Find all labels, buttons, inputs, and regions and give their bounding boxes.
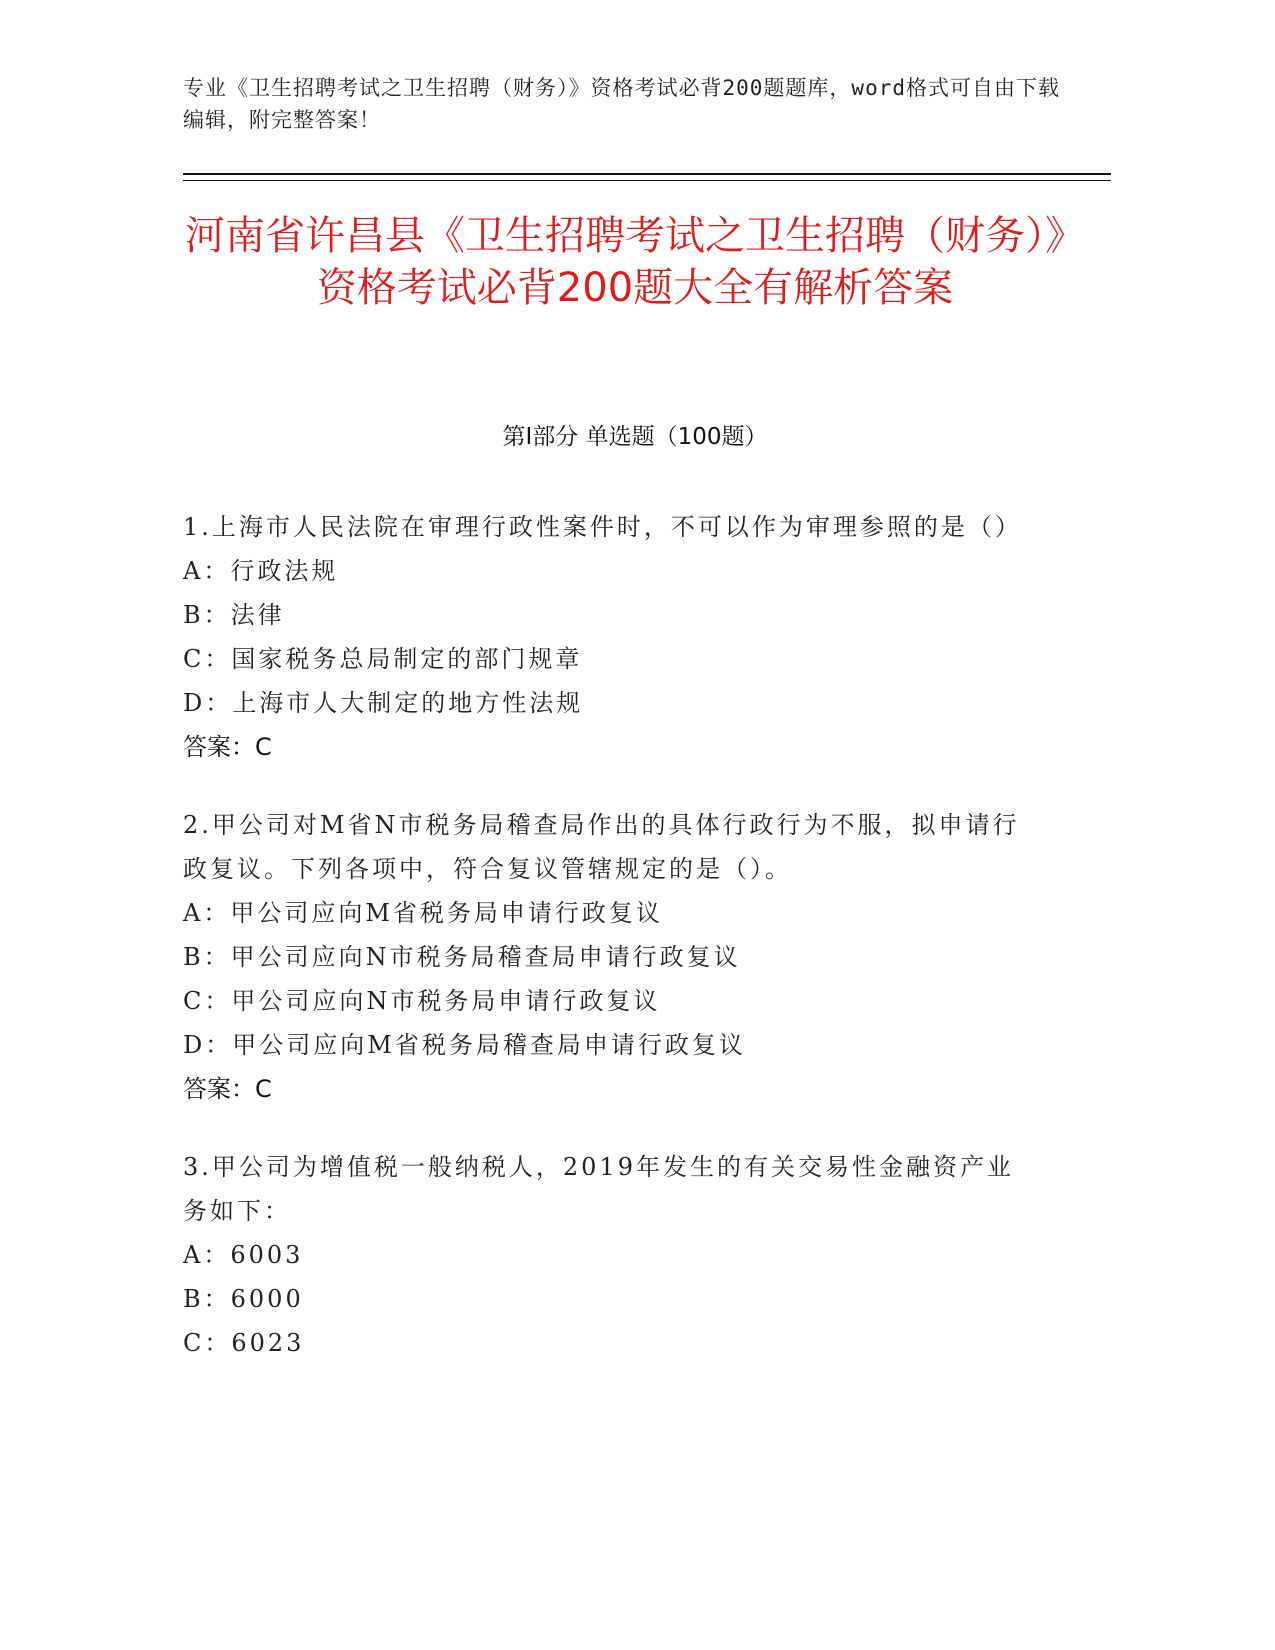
- question-list: [183, 505, 1033, 1399]
- question-1: [183, 505, 1033, 769]
- question-3: [183, 1145, 1033, 1365]
- question-2: [183, 803, 1033, 1111]
- header-note: 专业《卫生招聘考试之卫生招聘（财务）》资格考试必背200题题库，word格式可自由下载编辑，附完整答案！: [183, 76, 1060, 132]
- option-b: B：甲公司应向N市税务局稽查局申请行政复议: [183, 943, 741, 971]
- question-stem: 2.甲公司对M省N市税务局稽查局作出的具体行政行为不服，拟申请行政复议。下列各项中，符合复议管辖规定的是（）。: [183, 811, 1020, 883]
- option-a: A：甲公司应向M省税务局申请行政复议: [183, 899, 663, 927]
- question-stem: 1.上海市人民法院在审理行政性案件时，不可以作为审理参照的是（）: [183, 513, 1022, 541]
- section-heading: 第I部分 单选题（100题）: [502, 424, 768, 450]
- option-a: A：行政法规: [183, 557, 339, 585]
- document-title: 河南省许昌县《卫生招聘考试之卫生招聘（财务）》资格考试必背200题大全有解析答案: [185, 213, 1085, 311]
- option-c: C：6023: [183, 1329, 305, 1357]
- header-rule-thin: [183, 180, 1111, 181]
- option-b: B：6000: [183, 1285, 304, 1313]
- question-stem: 3.甲公司为增值税一般纳税人，2019年发生的有关交易性金融资产业务如下：: [183, 1153, 1014, 1225]
- option-a: A：6003: [183, 1241, 304, 1269]
- question-answer: 答案：C: [183, 1075, 272, 1103]
- header-rule-thick: [183, 173, 1111, 175]
- option-c: C：国家税务总局制定的部门规章: [183, 645, 583, 673]
- question-answer: 答案：C: [183, 733, 272, 761]
- option-d: D：上海市人大制定的地方性法规: [183, 689, 584, 717]
- option-b: B：法律: [183, 601, 285, 629]
- option-d: D：甲公司应向M省税务局稽查局申请行政复议: [183, 1031, 746, 1059]
- option-c: C：甲公司应向N市税务局申请行政复议: [183, 987, 661, 1015]
